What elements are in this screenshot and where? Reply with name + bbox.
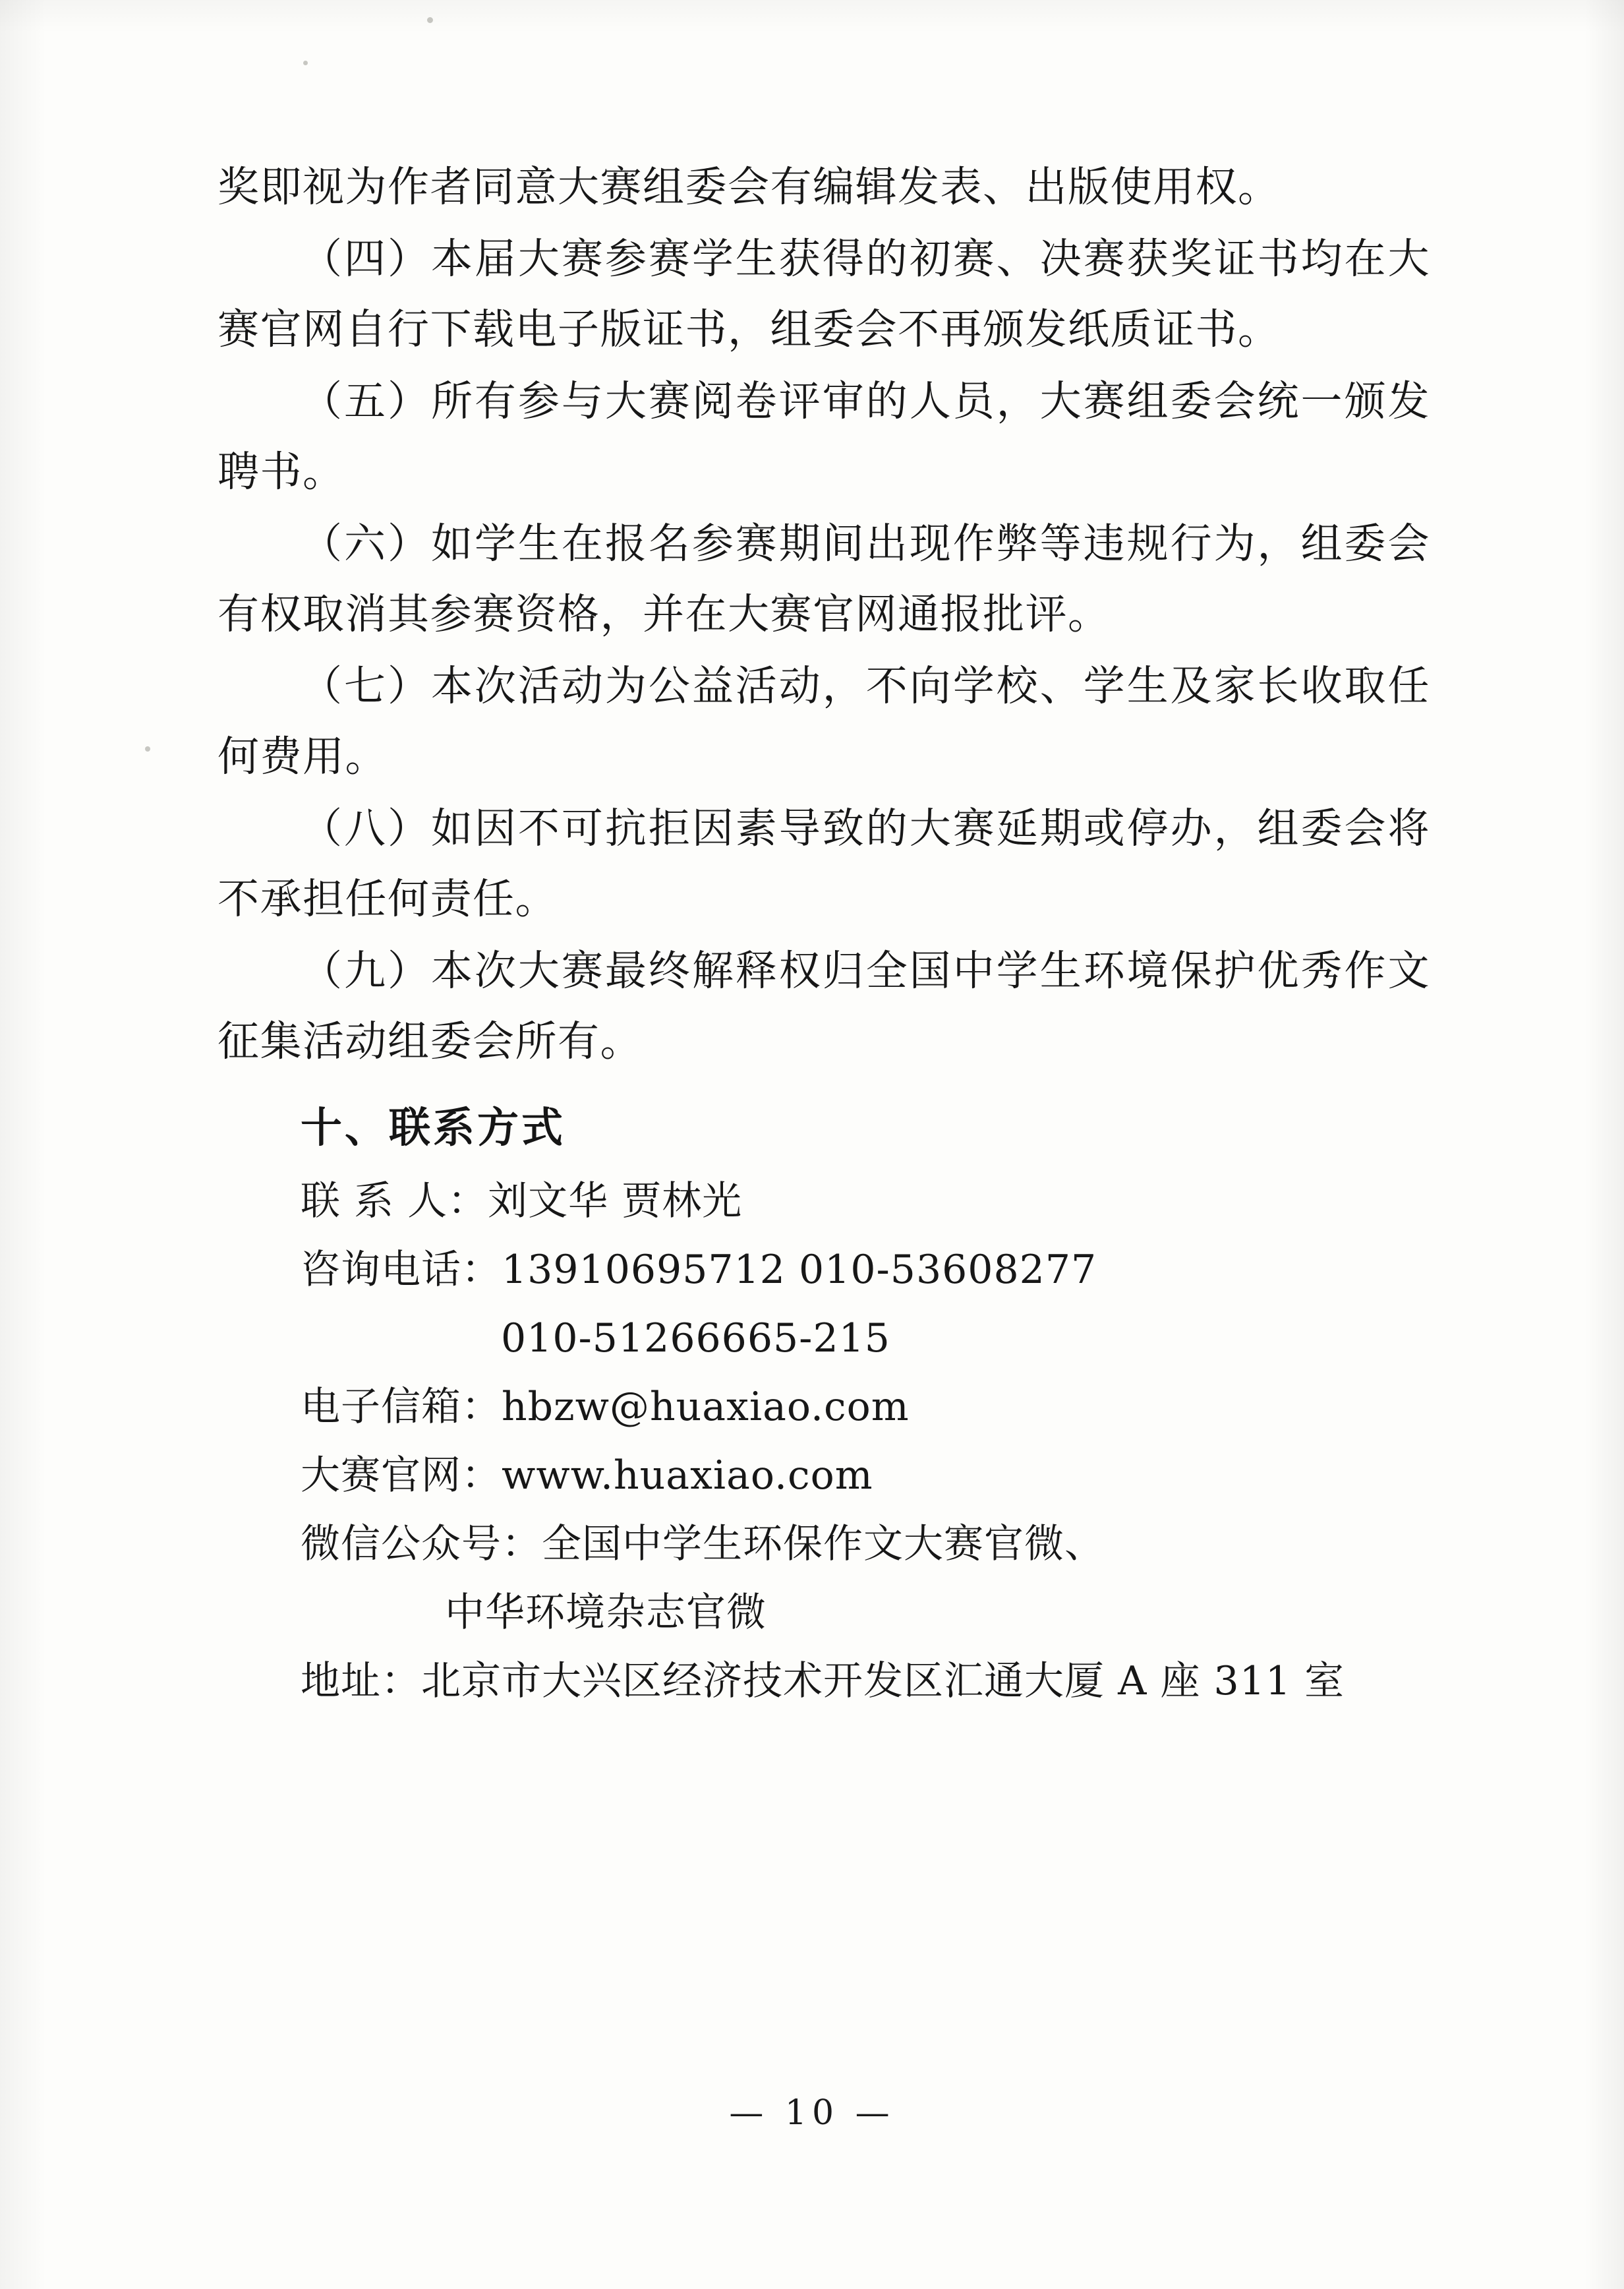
contact-website-line: 大赛官网：www.huaxiao.com bbox=[301, 1452, 873, 1499]
paragraph-item-four: （四）本届大赛参赛学生获得的初赛、决赛获奖证书均在大赛官网自行下载电子版证书，组委会不再颁发纸质证书。 bbox=[218, 235, 1430, 353]
paragraph-item-six: （六）如学生在报名参赛期间出现作弊等违规行为，组委会有权取消其参赛资格，并在大赛官网通报批评。 bbox=[218, 520, 1430, 638]
contact-wechat-second-line: 中华环境杂志官微 bbox=[445, 1590, 767, 1636]
paragraph-continuation: 奖即视为作者同意大赛组委会有编辑发表、出版使用权。 bbox=[218, 163, 1281, 211]
paragraph-item-eight: （八）如因不可抗拒因素导致的大赛延期或停办，组委会将不承担任何责任。 bbox=[218, 804, 1430, 923]
contact-person-line: 联 系 人：刘文华 贾林光 bbox=[301, 1178, 743, 1224]
page-number: — 10 — bbox=[729, 2093, 895, 2133]
document-body bbox=[218, 152, 1430, 1715]
contact-address-line: 地址：北京市大兴区经济技术开发区汇通大厦 A 座 311 室 bbox=[301, 1658, 1345, 1704]
scan-speck bbox=[145, 746, 150, 752]
contact-wechat-line: 微信公众号：全国中学生环保作文大赛官微、 bbox=[301, 1521, 1105, 1567]
paragraph-item-five: （五）所有参与大赛阅卷评审的人员，大赛组委会统一颁发聘书。 bbox=[218, 377, 1430, 496]
contact-phone-extension-line: 010-51266665-215 bbox=[501, 1315, 890, 1361]
scan-speck bbox=[427, 17, 433, 23]
paragraph-item-nine: （九）本次大赛最终解释权归全国中学生环境保护优秀作文征集活动组委会所有。 bbox=[218, 947, 1430, 1065]
contact-phone-line: 咨询电话：13910695712 010-53608277 bbox=[301, 1247, 1097, 1293]
scan-speck bbox=[303, 61, 308, 65]
paragraph-item-seven: （七）本次活动为公益活动，不向学校、学生及家长收取任何费用。 bbox=[218, 662, 1430, 781]
contact-email-line: 电子信箱：hbzw@huaxiao.com bbox=[301, 1384, 910, 1430]
section-heading-contact: 十、联系方式 bbox=[301, 1103, 566, 1152]
